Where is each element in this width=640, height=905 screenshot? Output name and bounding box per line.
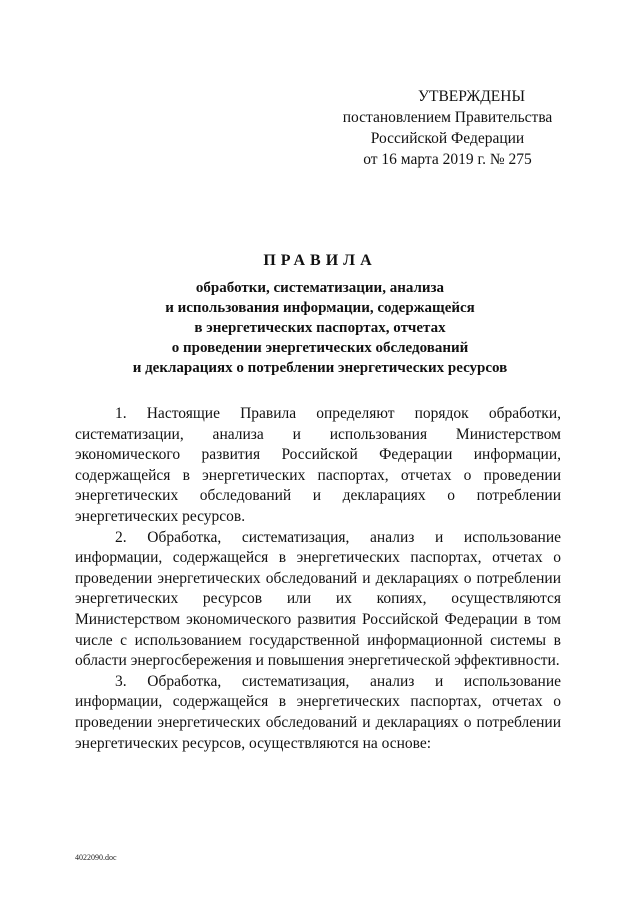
approval-heading: УТВЕРЖДЕНЫ xyxy=(418,88,525,105)
approval-line-3: от 16 марта 2019 г. № 275 xyxy=(363,151,532,168)
title-line: о проведении энергетических обследований xyxy=(171,340,469,356)
title-line: и использования информации, содержащейся xyxy=(165,300,475,316)
approval-line-1: постановлением Правительства xyxy=(342,109,553,126)
title-line: и декларациях о потреблении энергетических ресурсов xyxy=(132,360,508,376)
title-line: обработки, систематизации, анализа xyxy=(195,280,445,296)
paragraph-1: 1. Настоящие Правила определяют порядок обработки, систематизации, анализа и использования Министерством экономического развития Российской Федерации информации, содержащейся в энергетических паспортах, отчетах о проведении энергетических обследований и декларациях о потреблении энергетических ресурсов. xyxy=(75,405,561,525)
document-title xyxy=(75,250,565,378)
file-name-footer: 4022090.doc xyxy=(75,853,117,862)
paragraph-2: 2. Обработка, систематизация, анализ и использование информации, содержащейся в энергетических паспортах, отчетах о проведении энергетических обследований и декларациях о потреблении энергетических ресурсов или их копиях, осуществляются Министерством экономического развития Российской Федерации в том числе с использованием государственной информационной системы в области энергосбережения и повышения энергетической эффективности. xyxy=(75,528,561,670)
paragraph-3: 3. Обработка, систематизация, анализ и использование информации, содержащейся в энергетических паспортах, отчетах о проведении энергетических обследований и декларациях о потреблении энергетических ресурсов, осуществляются на основе: xyxy=(75,672,561,752)
title-main: ПРАВИЛА xyxy=(263,252,377,269)
approval-line-2: Российской Федерации xyxy=(370,130,525,147)
document-body xyxy=(75,404,561,754)
title-subtitle xyxy=(75,278,565,378)
approval-stamp xyxy=(330,86,565,170)
title-line: в энергетических паспортах, отчетах xyxy=(194,320,446,336)
